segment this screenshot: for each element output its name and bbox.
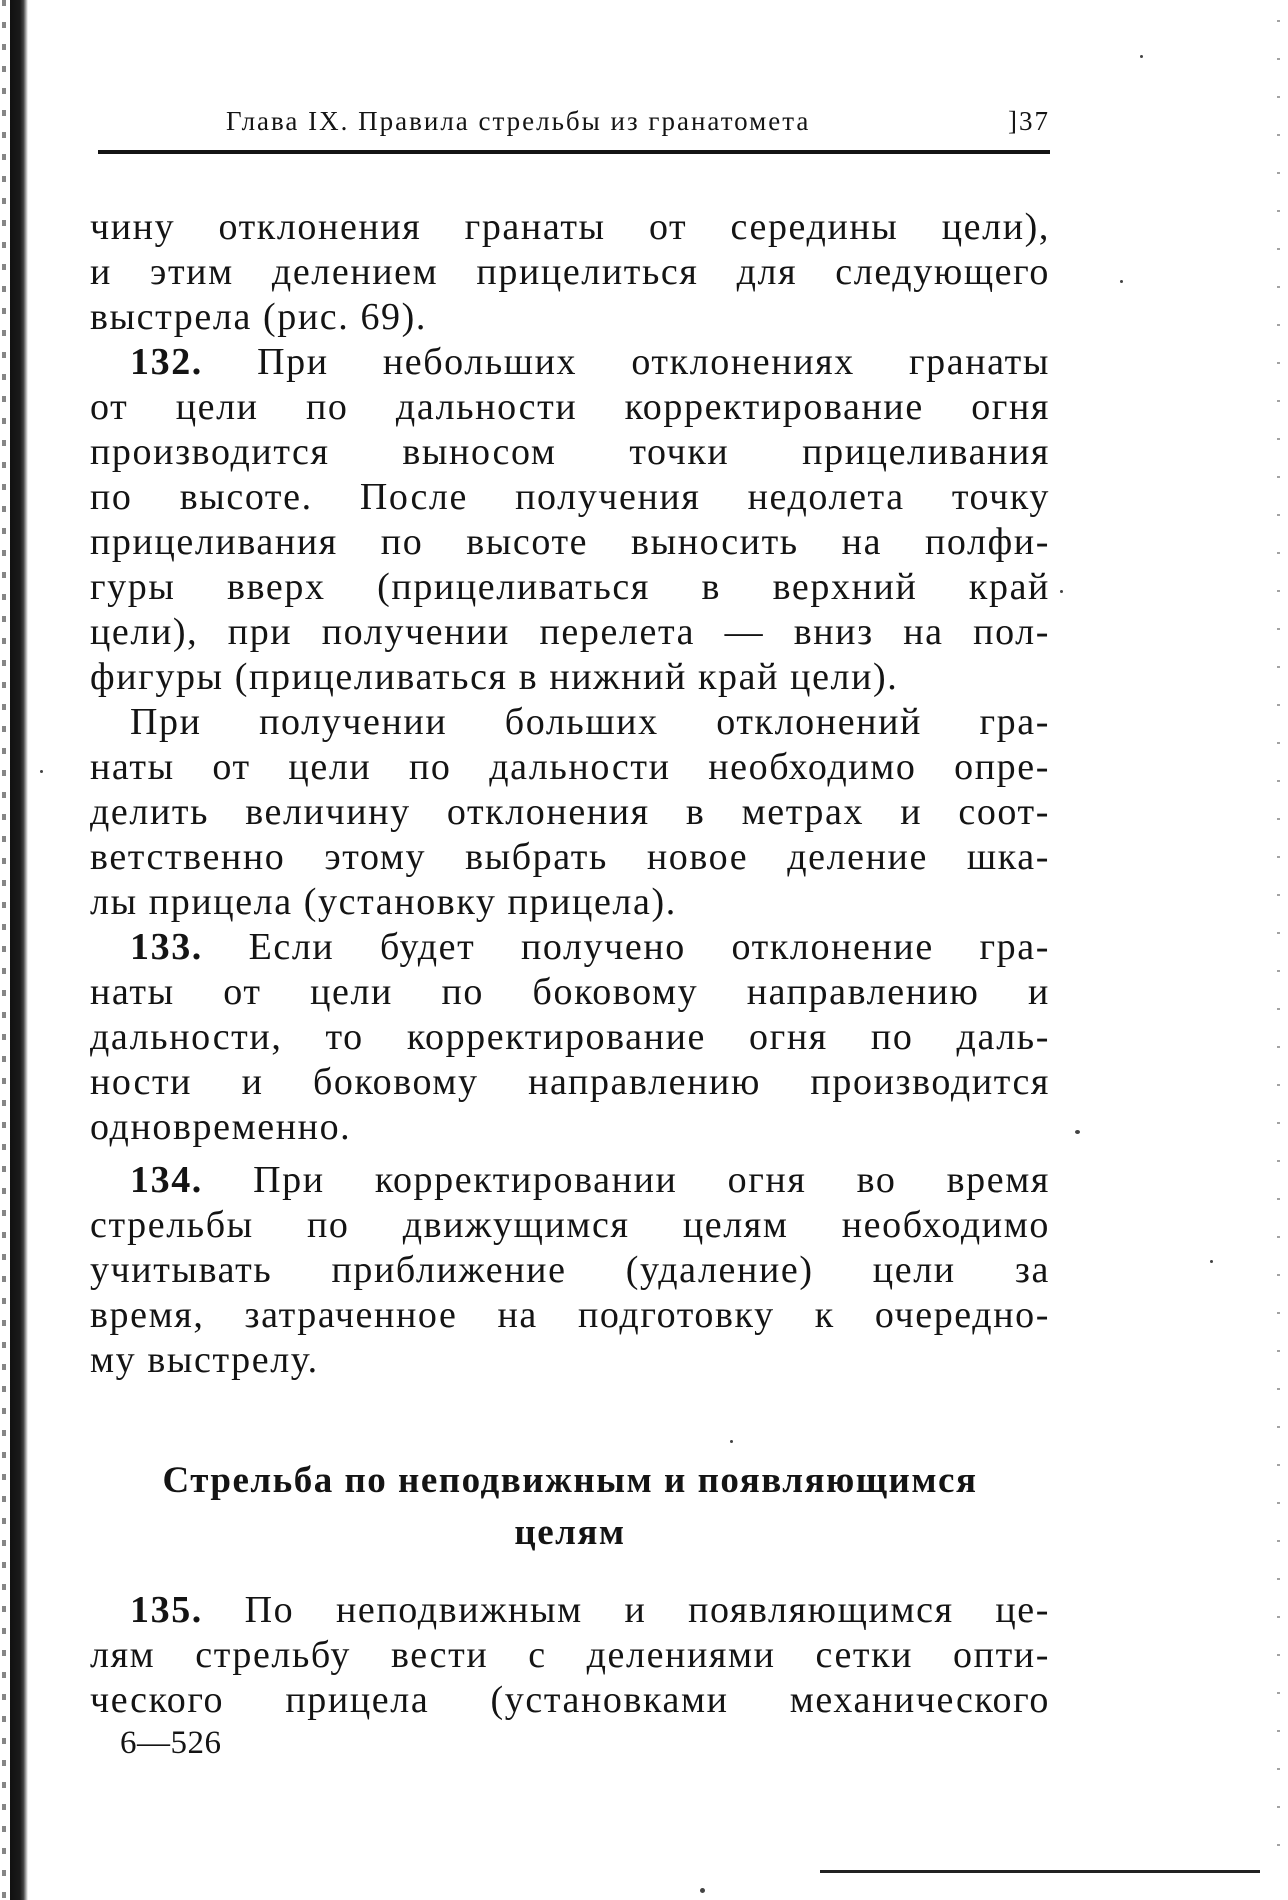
paragraph-134 <box>90 1158 1050 1383</box>
text-line-content: Если будет получено отклонение гра- <box>248 926 1050 968</box>
text-line: время, затраченное на подготовку к очередно- <box>90 1294 1050 1336</box>
paragraph-number: 135. <box>130 1589 203 1631</box>
text-line-content: По неподвижным и появляющимся це- <box>244 1589 1050 1631</box>
text-line: фигуры (прицеливаться в нижний край цели). <box>90 656 899 698</box>
running-head <box>90 106 1050 142</box>
scan-speck <box>700 1888 705 1893</box>
text-line <box>90 1158 1050 1203</box>
text-line: одновременно. <box>90 1106 352 1148</box>
chapter-title: Глава IX. Правила стрельбы из гранатомета <box>226 106 811 136</box>
paragraph-number: 134. <box>130 1159 203 1201</box>
text-line: и этим делением прицелиться для следующего <box>90 251 1050 293</box>
bottom-edge-line <box>820 1870 1260 1873</box>
text-line-content: При небольших отклонениях гранаты <box>257 341 1050 383</box>
scan-speck <box>730 1440 733 1443</box>
text-line: му выстрелу. <box>90 1339 319 1381</box>
scan-speck <box>1120 280 1123 283</box>
scan-speck <box>40 770 43 773</box>
paragraph-number: 132. <box>130 341 203 383</box>
text-line: стрельбы по движущимся целям необходимо <box>90 1204 1050 1246</box>
text-line: чину отклонения гранаты от середины цели), <box>90 206 1050 248</box>
header-rule <box>98 150 1050 154</box>
paragraph-number: 133. <box>130 926 203 968</box>
text-line-content: При корректировании огня во время <box>253 1159 1050 1201</box>
text-line <box>90 925 1050 970</box>
page-spine <box>10 0 28 1900</box>
text-line: дальности, то корректирование огня по даль- <box>90 1016 1050 1058</box>
page-number: ]37 <box>1008 106 1050 136</box>
scan-speck <box>1060 590 1063 593</box>
text-line: по высоте. После получения недолета точку <box>90 476 1050 518</box>
spine-edge <box>2 0 6 1900</box>
text-line: цели), при получении перелета — вниз на пол- <box>90 611 1050 653</box>
section-heading-line: целям <box>514 1512 626 1553</box>
text-line: лы прицела (установку прицела). <box>90 881 677 923</box>
text-line: ности и боковому направлению производится <box>90 1061 1050 1103</box>
text-line: ческого прицела (установками механического <box>90 1679 1050 1721</box>
paragraph-132-continued <box>90 700 1050 925</box>
text-line: гуры вверх (прицеливаться в верхний край <box>90 566 1050 608</box>
text-line: ветственно этому выбрать новое деление шка- <box>90 836 1050 878</box>
scan-speck <box>1075 1130 1080 1134</box>
section-heading <box>90 1455 1050 1559</box>
section-heading-line: Стрельба по неподвижным и появляющимся <box>162 1460 978 1501</box>
text-line: При получении больших отклонений гра- <box>130 701 1050 743</box>
text-line: выстрела (рис. 69). <box>90 296 428 338</box>
paragraph-132 <box>90 340 1050 700</box>
paragraph-135 <box>90 1588 1050 1723</box>
text-line: прицеливания по высоте выносить на полфи- <box>90 521 1050 563</box>
right-edge-specks <box>1277 20 1280 1870</box>
paragraph-133 <box>90 925 1050 1150</box>
text-line: от цели по дальности корректирование огня <box>90 386 1050 428</box>
text-line: учитывать приближение (удаление) цели за <box>90 1249 1050 1291</box>
text-line: лям стрельбу вести с делениями сетки опти- <box>90 1634 1050 1676</box>
scan-speck <box>1140 55 1143 58</box>
text-line: наты от цели по дальности необходимо опре- <box>90 746 1050 788</box>
body-text-top <box>90 205 1050 1383</box>
body-text-bottom <box>90 1588 1050 1723</box>
text-line <box>90 340 1050 385</box>
text-line: делить величину отклонения в метрах и соот- <box>90 791 1050 833</box>
text-line <box>90 1588 1050 1633</box>
printer-signature: 6—526 <box>120 1725 222 1761</box>
scan-speck <box>1210 1260 1213 1263</box>
paragraph-continuation <box>90 205 1050 340</box>
text-line: наты от цели по боковому направлению и <box>90 971 1050 1013</box>
text-line: производится выносом точки прицеливания <box>90 431 1050 473</box>
